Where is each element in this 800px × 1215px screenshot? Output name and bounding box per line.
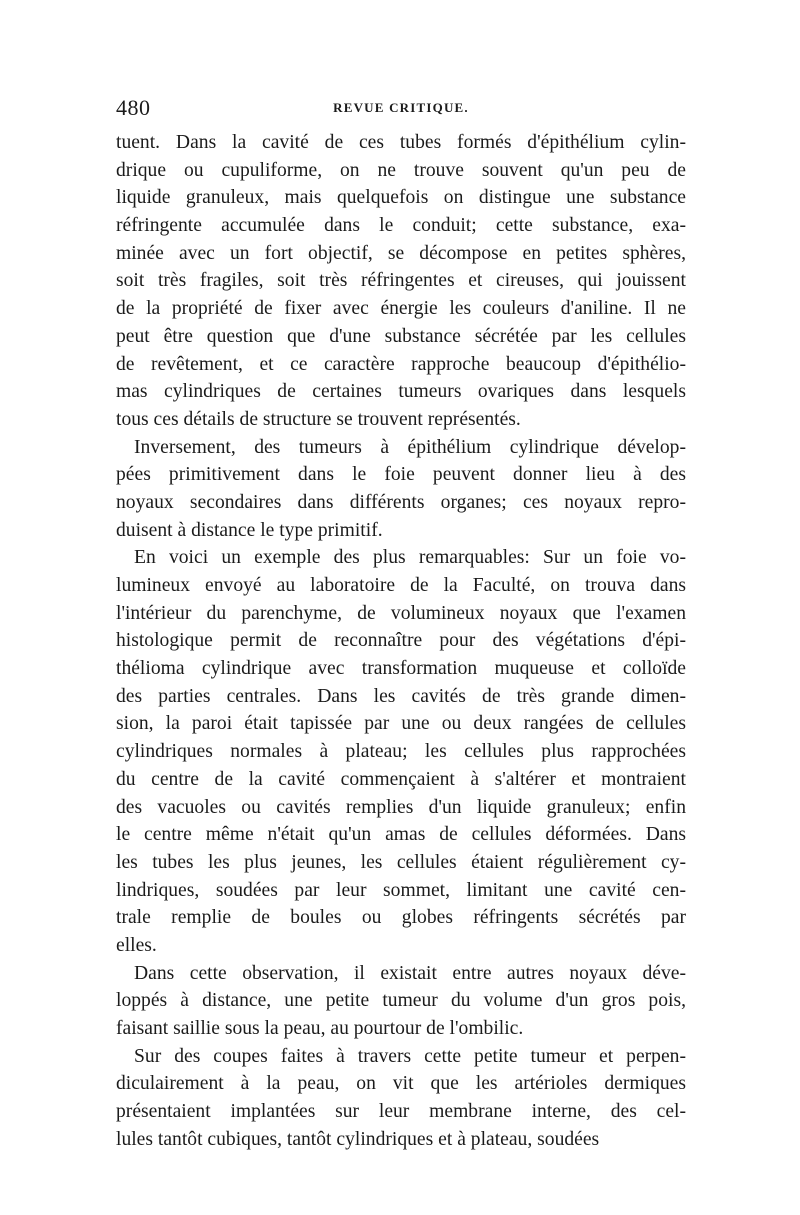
running-title: REVUE CRITIQUE. (333, 100, 469, 115)
text-line: cylindriques normales à plateau; les cellules plus rapprochées (116, 741, 686, 763)
text-line: de la propriété de fixer avec énergie les couleurs d'aniline. Il ne (116, 298, 686, 320)
text-line: l'intérieur du parenchyme, de volumineux noyaux que l'examen (116, 602, 686, 624)
body-text (116, 129, 686, 1153)
paragraph (116, 960, 686, 1043)
text-line: thélioma cylindrique avec transformation muqueuse et colloïde (116, 658, 686, 680)
text-line: mas cylindriques de certaines tumeurs ovariques dans lesquels (116, 381, 686, 403)
text-line: diculairement à la peau, on vit que les artérioles dermiques (116, 1073, 686, 1095)
text-line: présentaient implantées sur leur membrane interne, des cel- (116, 1101, 686, 1123)
text-line: trale remplie de boules ou globes réfringents sécrétés par (116, 907, 686, 929)
text-line: tuent. Dans la cavité de ces tubes formés d'épithélium cylin- (116, 132, 686, 153)
text-line: des vacuoles ou cavités remplies d'un liquide granuleux; enfin (116, 796, 686, 818)
text-line: pées primitivement dans le foie peuvent donner lieu à des (116, 464, 686, 486)
text-line: réfringente accumulée dans le conduit; cette substance, exa- (116, 215, 686, 237)
paragraph (116, 544, 686, 959)
text-line: loppés à distance, une petite tumeur du volume d'un gros pois, (116, 990, 686, 1012)
text-line: le centre même n'était qu'un amas de cellules déformées. Dans (116, 824, 686, 846)
text-line: Inversement, des tumeurs à épithélium cylindrique dévelop- (134, 436, 686, 458)
text-line: soit très fragiles, soit très réfringentes et cireuses, qui jouissent (116, 270, 686, 292)
text-line: histologique permit de reconnaître pour des végétations d'épi- (116, 630, 686, 652)
text-line: minée avec un fort objectif, se décompose en petites sphères, (116, 242, 686, 264)
page-header (116, 95, 686, 125)
text-line: sion, la paroi était tapissée par une ou deux rangées de cellules (116, 713, 686, 735)
text-line: noyaux secondaires dans différents organes; ces noyaux repro- (116, 491, 686, 513)
text-line: faisant saillie sous la peau, au pourtour de l'ombilic. (116, 1018, 524, 1039)
text-line: du centre de la cavité commençaient à s'altérer et montraient (116, 768, 686, 790)
text-line: duisent à distance le type primitif. (116, 519, 383, 541)
paragraph (116, 129, 686, 434)
text-line: les tubes les plus jeunes, les cellules étaient régulièrement cy- (116, 851, 686, 873)
text-line: tous ces détails de structure se trouvent représentés. (116, 408, 521, 430)
text-line: lules tantôt cubiques, tantôt cylindriques et à plateau, soudées (116, 1128, 600, 1150)
text-line: drique ou cupuliforme, on ne trouve souvent qu'un peu de (116, 159, 686, 181)
text-line: En voici un exemple des plus remarquables: Sur un foie vo- (134, 547, 686, 569)
text-line: de revêtement, et ce caractère rapproche beaucoup d'épithélio- (116, 353, 686, 375)
text-line: Sur des coupes faites à travers cette petite tumeur et perpen- (134, 1045, 686, 1067)
text-line: Dans cette observation, il existait entre autres noyaux déve- (134, 962, 686, 984)
text-line: liquide granuleux, mais quelquefois on distingue une substance (116, 187, 686, 209)
text-line: elles. (116, 934, 157, 956)
page-number: 480 (116, 95, 151, 120)
paragraph (116, 434, 686, 545)
text-line: des parties centrales. Dans les cavités de très grande dimen- (116, 685, 686, 707)
paragraph (116, 1043, 686, 1154)
text-line: lindriques, soudées par leur sommet, limitant une cavité cen- (116, 879, 686, 901)
text-line: lumineux envoyé au laboratoire de la Faculté, on trouva dans (116, 575, 686, 596)
text-line: peut être question que d'une substance sécrétée par les cellules (116, 325, 686, 347)
